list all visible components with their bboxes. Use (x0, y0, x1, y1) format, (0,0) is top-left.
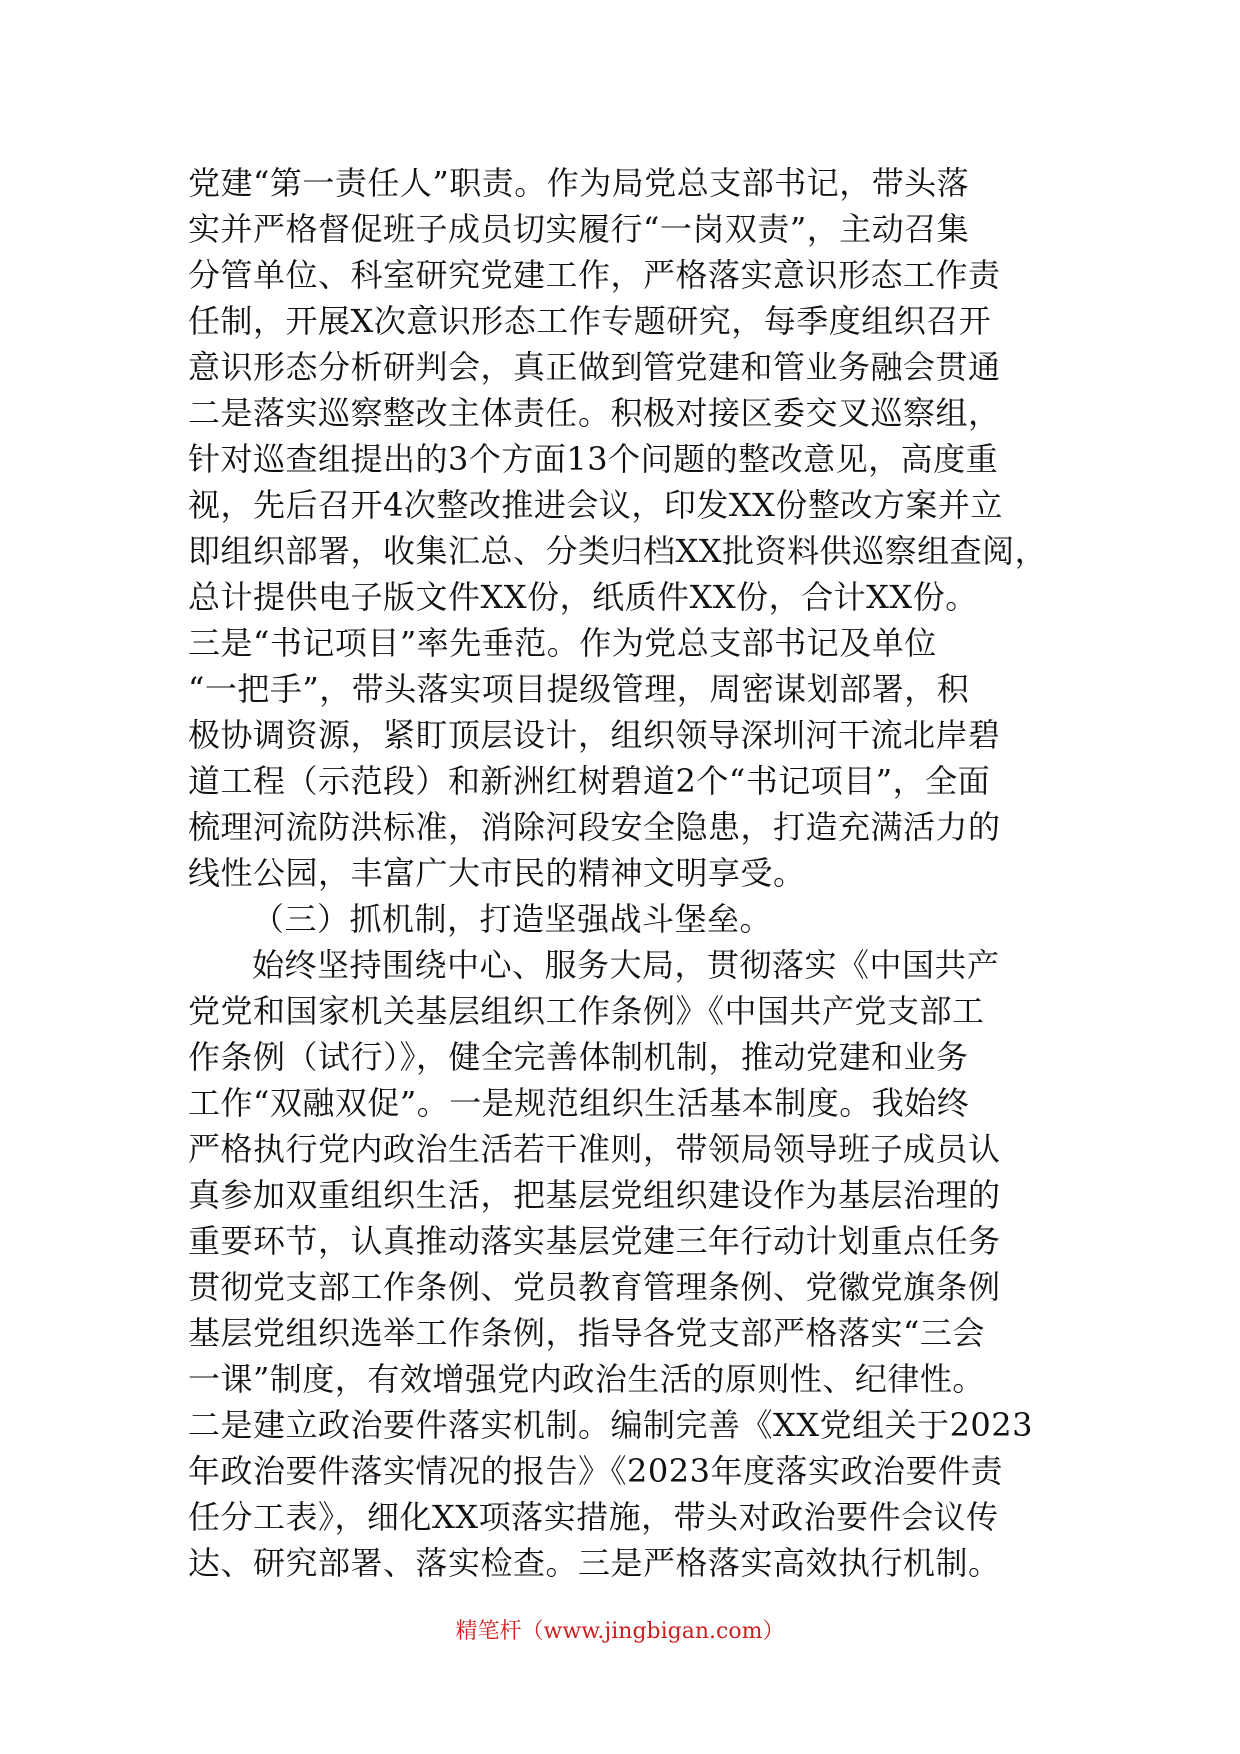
text-line: 任制，开展X次意识形态工作专题研究，每季度组织召开 (188, 302, 992, 340)
text-line: 达、研究部署、落实检查。三是严格落实高效执行机制。 (188, 1544, 1001, 1582)
text-line: 极协调资源，紧盯顶层设计，组织领导深圳河干流北岸碧 (188, 716, 1001, 754)
text-line: 年政治要件落实情况的报告》《2023年度落实政治要件责 (188, 1452, 1003, 1490)
text-line: 意识形态分析研判会，真正做到管党建和管业务融会贯通 (188, 348, 1001, 386)
text-line: 作条例（试行）》，健全完善体制机制，推动党建和业务 (188, 1038, 969, 1076)
text-line: 分管单位、科室研究党建工作，严格落实意识形态工作责 (188, 256, 1001, 294)
text-line: 党建“第一责任人”职责。作为局党总支部书记，带头落 (188, 164, 970, 202)
section-heading: （三）抓机制，打造坚强战斗堡垒。 (252, 900, 773, 938)
text-line: 真参加双重组织生活，把基层党组织建设作为基层治理的 (188, 1176, 1001, 1214)
footer-watermark: 精笔杆（www.jingbigan.com） (455, 1619, 785, 1644)
text-line: 实并严格督促班子成员切实履行“一岗双责”，主动召集 (188, 210, 970, 248)
text-line: 三是“书记项目”率先垂范。作为党总支部书记及单位 (188, 624, 937, 662)
text-line: 贯彻党支部工作条例、党员教育管理条例、党徽党旗条例 (188, 1268, 1001, 1306)
text-line: 即组织部署，收集汇总、分类归档XX批资料供巡察组查阅， (188, 532, 1048, 570)
text-line: 梳理河流防洪标准，消除河段安全隐患，打造充满活力的 (188, 808, 1001, 846)
text-line: 道工程（示范段）和新洲红树碧道2个“书记项目”，全面 (188, 762, 991, 800)
paragraph-start-line: 始终坚持围绕中心、服务大局，贯彻落实《中国共产 (252, 946, 1000, 984)
text-line: 工作“双融双促”。一是规范组织生活基本制度。我始终 (188, 1084, 970, 1122)
text-line: 党党和国家机关基层组织工作条例》《中国共产党支部工 (188, 992, 985, 1030)
text-line: 一课”制度，有效增强党内政治生活的原则性、纪律性。 (188, 1360, 985, 1398)
text-line: 总计提供电子版文件XX份，纸质件XX份，合计XX份。 (188, 578, 978, 616)
text-line: 二是落实巡察整改主体责任。积极对接区委交叉巡察组， (188, 394, 1001, 432)
text-line: 针对巡查组提出的3个方面13个问题的整改意见，高度重 (188, 440, 999, 478)
text-line: 基层党组织选举工作条例，指导各党支部严格落实“三会 (188, 1314, 985, 1352)
text-line: 严格执行党内政治生活若干准则，带领局领导班子成员认 (188, 1130, 1001, 1168)
text-line: 重要环节，认真推动落实基层党建三年行动计划重点任务 (188, 1222, 1001, 1260)
text-line: 任分工表》，细化XX项落实措施，带头对政治要件会议传 (188, 1498, 999, 1536)
text-line: 二是建立政治要件落实机制。编制完善《XX党组关于2023 (188, 1406, 1034, 1444)
text-line: “一把手”，带头落实项目提级管理，周密谋划部署，积 (188, 670, 970, 708)
text-line: 线性公园，丰富广大市民的精神文明享受。 (188, 854, 806, 892)
body-text (188, 160, 1088, 1586)
text-line: 视，先后召开4次整改推进会议，印发XX份整改方案并立 (188, 486, 1003, 524)
